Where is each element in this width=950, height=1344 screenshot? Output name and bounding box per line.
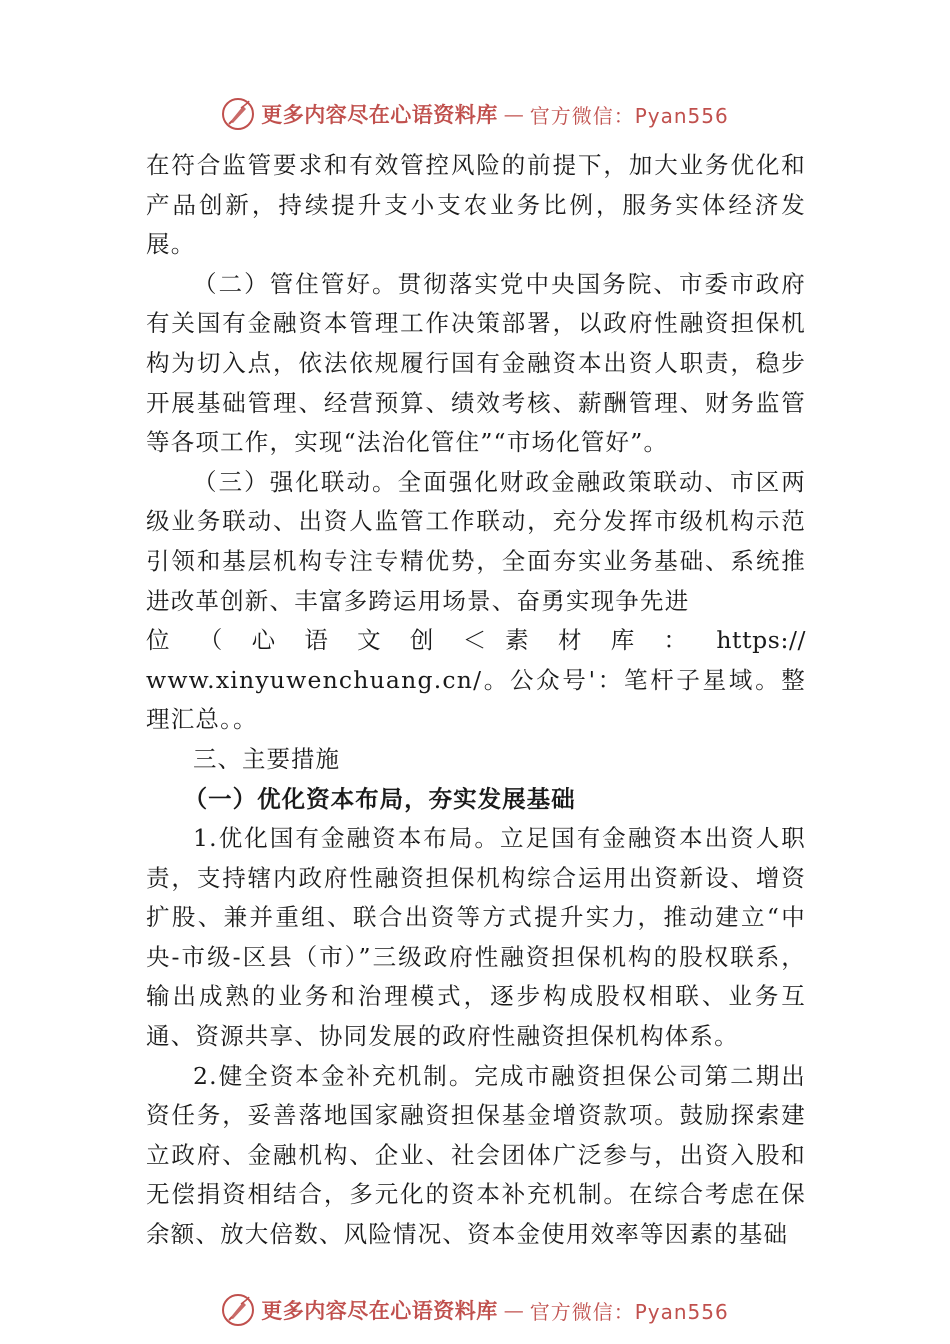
paragraph-strengthen-linkage: （三）强化联动。全面强化财政金融政策联动、市区两级业务联动、出资人监管工作联动，充分发挥市级机构示范引领和基层机构专注专精优势，全面夯实业务基础、系统推进改革创新、丰富多跨运用场景、奋勇实现争先进	[146, 467, 806, 615]
document-body	[146, 146, 806, 1255]
paragraph-source-tail: www.xinyuwenchuang.cn/。公众号'：笔杆子星域。整理汇总。。	[146, 665, 806, 734]
item-capital-layout: 1.优化国有金融资本布局。立足国有金融资本出资人职责，支持辖内政府性融资担保机构综合运用出资新设、增资扩股、兼并重组、联合出资等方式提升实力，推动建立“中央-市级-区县（市）”三级政府性融资担保机构的股权联系，输出成熟的业务和治理模式，逐步构成股权相联、业务互通、资源共享、协同发展的政府性融资担保机构体系。	[146, 824, 806, 1051]
footer-contact-label: 官方微信：Pyan556	[529, 1299, 729, 1324]
section-title: 三、主要措施	[193, 744, 340, 773]
footer-dash: —	[503, 1298, 524, 1322]
header-contact-label: 官方微信：Pyan556	[529, 103, 729, 128]
header-brand-text: 更多内容尽在心语资料库	[261, 102, 498, 127]
header-watermark-banner	[0, 92, 950, 136]
quill-pen-logo-icon	[221, 1293, 255, 1327]
paragraph-continuation: 在符合监管要求和有效管控风险的前提下，加大业务优化和产品创新，持续提升支小支农业务比例，服务实体经济发展。	[146, 151, 806, 259]
footer-brand-text: 更多内容尽在心语资料库	[261, 1298, 498, 1323]
paragraph-source-url-line: 位 （ 心 语 文 创 ＜ 素 材 库 ： https://	[146, 626, 806, 655]
quill-pen-logo-icon	[221, 97, 255, 131]
paragraph-manage-well: （二）管住管好。贯彻落实党中央国务院、市委市政府有关国有金融资本管理工作决策部署，以政府性融资担保机构为切入点，依法依规履行国有金融资本出资人职责，稳步开展基础管理、经营预算、绩效考核、薪酬管理、财务监管等各项工作，实现“法治化管住”“市场化管好”。	[146, 269, 806, 457]
item-capital-replenishment: 2.健全资本金补充机制。完成市融资担保公司第二期出资任务，妥善落地国家融资担保基金增资款项。鼓励探索建立政府、金融机构、企业、社会团体广泛参与，出资入股和无偿捐资相结合，多元化的资本补充机制。在综合考虑在保余额、放大倍数、风险情况、资本金使用效率等因素的基础	[146, 1061, 806, 1249]
footer-watermark-banner	[0, 1288, 950, 1332]
subsection-title: （一）优化资本布局，夯实发展基础	[183, 784, 576, 813]
header-dash: —	[503, 102, 524, 126]
